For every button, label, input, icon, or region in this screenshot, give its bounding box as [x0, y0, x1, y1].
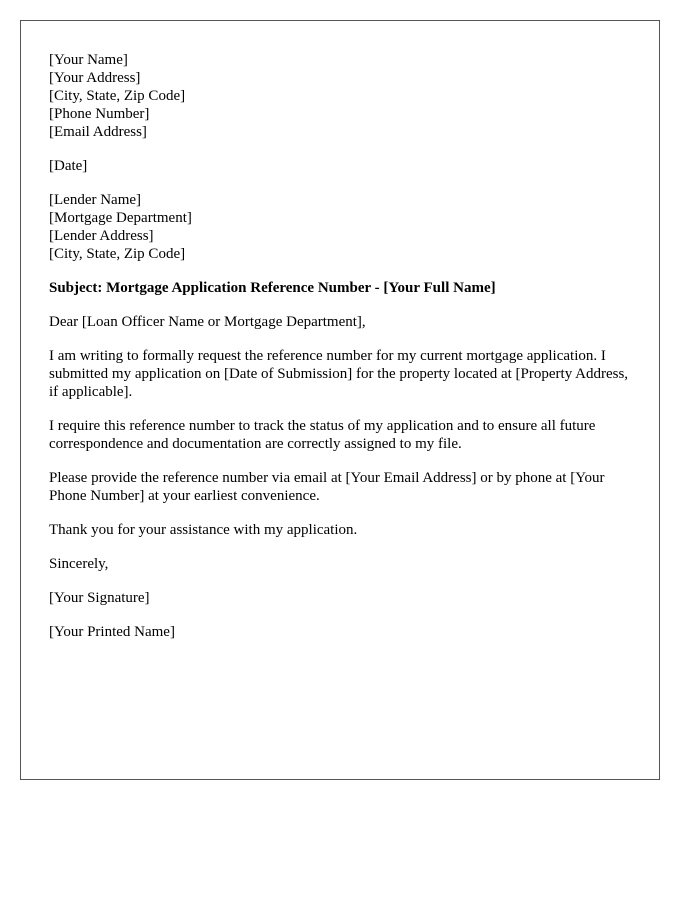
subject-line: Subject: Mortgage Application Reference Number - [Your Full Name] [49, 280, 496, 296]
sender-email: [Email Address] [49, 124, 147, 140]
lender-city-state-zip: [City, State, Zip Code] [49, 246, 186, 262]
body-paragraph-3: Please provide the reference number via email at [Your Email Address] or by phone at [Your Phone Number] at your earliest convenience. [49, 470, 605, 504]
sender-city-state-zip: [City, State, Zip Code] [49, 88, 186, 104]
letter-page [20, 20, 660, 780]
body-paragraph-4: Thank you for your assistance with my application. [49, 522, 358, 538]
closing: Sincerely, [49, 556, 109, 572]
date-block [49, 157, 631, 175]
sender-address: [Your Address] [49, 70, 141, 86]
letter-date: [Date] [49, 158, 88, 174]
salutation: Dear [Loan Officer Name or Mortgage Department], [49, 314, 366, 330]
printed-name: [Your Printed Name] [49, 624, 175, 640]
signature: [Your Signature] [49, 590, 150, 606]
body-paragraph-2: I require this reference number to track the status of my application and to ensure all future correspondence and documentation are correctly assigned to my file. [49, 418, 596, 452]
sender-phone: [Phone Number] [49, 106, 150, 122]
lender-address: [Lender Address] [49, 228, 154, 244]
sender-name: [Your Name] [49, 52, 128, 68]
sender-block [49, 51, 631, 141]
recipient-block [49, 191, 631, 263]
lender-department: [Mortgage Department] [49, 210, 192, 226]
body-paragraph-1: I am writing to formally request the reference number for my current mortgage application. I submitted my application on [Date of Submission] for the property located at [Property Address, if applicable]. [49, 348, 629, 400]
lender-name: [Lender Name] [49, 192, 142, 208]
